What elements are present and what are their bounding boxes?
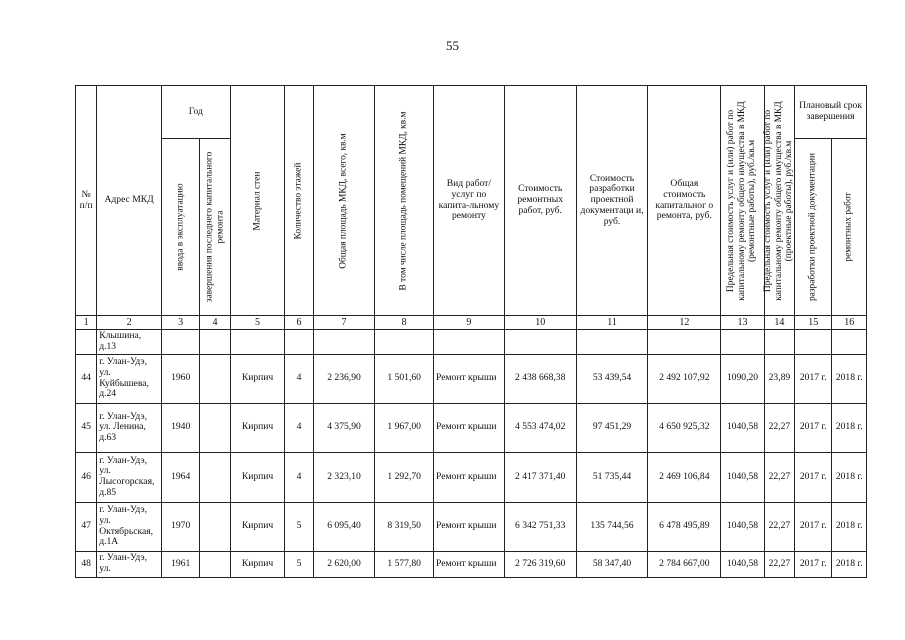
cell-empty [434,330,505,354]
cell-empty [375,330,434,354]
cell-year: 1940 [161,403,199,452]
cell-num: 48 [76,551,97,577]
column-number: 3 [161,316,199,330]
header-premises-area-text: В том числе площадь помещений МКД, кв.м [398,111,409,290]
column-number: 16 [832,316,867,330]
cell-limit-repair: 1090,20 [721,354,764,403]
cell-last-repair [200,354,230,403]
header-limit-design-text: Предельная стоимость услуг и (или) работ по капитальному ремонту общего имущества в МКД (проектные работы), руб./кв.м [763,100,795,301]
cell-premises-area: 1 577,80 [375,551,434,577]
cell-empty [576,330,648,354]
cell-address: г. Улан-Удэ, ул. Ленина, д.63 [97,403,162,452]
cell-last-repair [200,502,230,551]
cell-premises-area: 8 319,50 [375,502,434,551]
column-number: 13 [721,316,764,330]
cell-repair-cost: 2 726 319,60 [504,551,576,577]
cell-limit-design: 22,27 [764,452,794,502]
cell-empty [285,330,313,354]
cell-last-repair [200,452,230,502]
header-year-commission [161,139,199,316]
header-address: Адрес МКД [97,86,162,316]
column-number: 7 [313,316,375,330]
cell-design-cost: 135 744,56 [576,502,648,551]
header-year-last-repair [200,139,230,316]
column-number: 2 [97,316,162,330]
header-total-cost: Общая стоимость капитальног о ремонта, руб. [648,86,721,316]
header-repair-cost: Стоимость ремонтных работ, руб. [504,86,576,316]
cell-repair-cost: 2 417 371,40 [504,452,576,502]
cell-floors: 5 [285,502,313,551]
cell-total-cost: 6 478 495,89 [648,502,721,551]
cell-plan-design: 2017 г. [795,403,832,452]
header-design-cost: Стоимость разработки проектной документаци и, руб. [576,86,648,316]
cell-premises-area: 1 292,70 [375,452,434,502]
cell-total-area: 6 095,40 [313,502,375,551]
cell-limit-design: 22,27 [764,551,794,577]
cell-work: Ремонт крыши [434,502,505,551]
cell-total-area: 2 620,00 [313,551,375,577]
cell-material: Кирпич [230,551,285,577]
cell-empty [832,330,867,354]
cell-year: 1964 [161,452,199,502]
cell-total-cost: 4 650 925,32 [648,403,721,452]
page-number: 55 [446,38,459,53]
cell-empty [648,330,721,354]
table-row [76,354,867,403]
cell-material: Кирпич [230,502,285,551]
cell-year: 1970 [161,502,199,551]
column-number: 15 [795,316,832,330]
cell-plan-design: 2017 г. [795,502,832,551]
header-total-area-text: Общая площадь МКД, всего, кв.м [338,132,349,269]
cell-limit-design: 22,27 [764,502,794,551]
cell-plan-repair: 2018 г. [832,354,867,403]
cell-address: г. Улан-Удэ, ул. Октябрьская, д.1А [97,502,162,551]
header-planned-repair-text: ремонтных работ [843,192,854,262]
cell-empty [721,330,764,354]
cell-plan-design: 2017 г. [795,452,832,502]
table-row-continuation [76,330,867,354]
cell-design-cost: 97 451,29 [576,403,648,452]
column-number: 5 [230,316,285,330]
header-planned-design-text: разработки проектной документации [808,153,818,301]
header-limit-repair [721,86,764,316]
header-floors-text: Количество этажей [293,162,304,239]
header-total-area [313,86,375,316]
column-number: 10 [504,316,576,330]
cell-year: 1960 [161,354,199,403]
column-number: 8 [375,316,434,330]
cell-floors: 4 [285,403,313,452]
cell-total-cost: 2 469 106,84 [648,452,721,502]
cell-repair-cost: 2 438 668,38 [504,354,576,403]
column-number: 11 [576,316,648,330]
header-work-type: Вид работ/ услуг по капита-льному ремонту [434,86,505,316]
header-row-1 [76,86,867,139]
cell-plan-design: 2017 г. [795,551,832,577]
column-number: 9 [434,316,505,330]
cell-plan-repair: 2018 г. [832,403,867,452]
header-floors [285,86,313,316]
header-premises-area [375,86,434,316]
cell-empty [200,330,230,354]
cell-total-area: 2 236,90 [313,354,375,403]
cell-premises-area: 1 501,60 [375,354,434,403]
cell-work: Ремонт крыши [434,452,505,502]
cell-limit-repair: 1040,58 [721,502,764,551]
cell-work: Ремонт крыши [434,403,505,452]
cell-total-area: 4 375,90 [313,403,375,452]
header-year-last-repair-text: завершения последнего капитального ремонта [204,151,226,303]
cell-floors: 4 [285,354,313,403]
cell-work: Ремонт крыши [434,551,505,577]
cell-work: Ремонт крыши [434,354,505,403]
cell-design-cost: 53 439,54 [576,354,648,403]
cell-empty [161,330,199,354]
header-wall-material [230,86,285,316]
cell-num: 47 [76,502,97,551]
cell-premises-area: 1 967,00 [375,403,434,452]
cell-plan-repair: 2018 г. [832,551,867,577]
cell-address: г. Улан-Удэ, ул. Куйбышева, д.24 [97,354,162,403]
table-row [76,502,867,551]
header-planned-repair [832,139,867,316]
cell-empty [313,330,375,354]
cell-limit-design: 23,89 [764,354,794,403]
cell-floors: 4 [285,452,313,502]
cell-limit-design: 22,27 [764,403,794,452]
cell-repair-cost: 4 553 474,02 [504,403,576,452]
column-number: 12 [648,316,721,330]
header-planned-group: Плановый срок завершения [795,86,867,139]
header-year-group: Год [161,86,230,139]
cell-num: 46 [76,452,97,502]
cell-last-repair [200,551,230,577]
cell-address: г. Улан-Удэ, ул. [97,551,162,577]
cell-empty [795,330,832,354]
cell-plan-repair: 2018 г. [832,502,867,551]
header-planned-design [795,139,832,316]
cell-total-cost: 2 784 667,00 [648,551,721,577]
cell-address: г. Улан-Удэ, ул. Лысогорская, д.85 [97,452,162,502]
cell-plan-repair: 2018 г. [832,452,867,502]
column-number: 6 [285,316,313,330]
cell-material: Кирпич [230,403,285,452]
header-limit-design [764,86,794,316]
table-row [76,551,867,577]
cell-plan-design: 2017 г. [795,354,832,403]
header-num: № п/п [76,86,97,316]
header-limit-repair-text: Предельная стоимость услуг и (или) работ по капитальному ремонту общего имущества в МКД (ремонтные работы), руб./кв.м [726,100,758,301]
column-number-row [76,316,867,330]
cell-design-cost: 51 735,44 [576,452,648,502]
cell-last-repair [200,403,230,452]
column-number: 4 [200,316,230,330]
table-row [76,403,867,452]
cell-num [76,330,97,354]
cell-num: 45 [76,403,97,452]
cell-empty [764,330,794,354]
cell-empty [504,330,576,354]
capital-repair-table [75,85,867,578]
cell-floors: 5 [285,551,313,577]
cell-material: Кирпич [230,354,285,403]
cell-address: Клышина, д.13 [97,330,162,354]
table-row [76,452,867,502]
cell-material: Кирпич [230,452,285,502]
cell-empty [230,330,285,354]
cell-limit-repair: 1040,58 [721,452,764,502]
cell-limit-repair: 1040,58 [721,551,764,577]
column-number: 14 [764,316,794,330]
cell-repair-cost: 6 342 751,33 [504,502,576,551]
header-year-commission-text: ввода в эксплуатацию [175,183,186,271]
cell-limit-repair: 1040,58 [721,403,764,452]
cell-year: 1961 [161,551,199,577]
cell-num: 44 [76,354,97,403]
cell-total-cost: 2 492 107,92 [648,354,721,403]
column-number: 1 [76,316,97,330]
cell-total-area: 2 323,10 [313,452,375,502]
cell-design-cost: 58 347,40 [576,551,648,577]
header-wall-material-text: Материал стен [252,171,263,230]
